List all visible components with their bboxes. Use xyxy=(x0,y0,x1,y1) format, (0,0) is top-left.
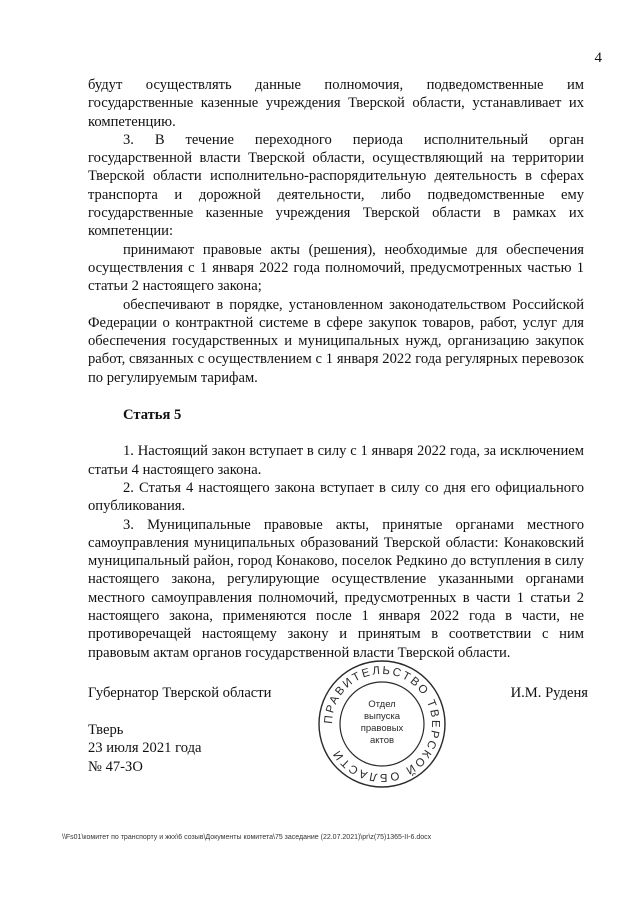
paragraph: 3. В течение переходного периода исполнительный орган государственной власти Тверской области, осуществляющий на территории Тверской области исполнительно-распорядительную деятельность в сферах транспорта и дорожной деятельности, либо подведомственные ему государственные казенные учреждения Тверской области в рамках их компетенции: xyxy=(88,131,584,240)
article-paragraph: 1. Настоящий закон вступает в силу с 1 января 2022 года, за исключением статьи 4 настоящего закона. xyxy=(88,443,584,478)
place: Тверь xyxy=(88,722,124,738)
article-paragraph: 2. Статья 4 настоящего закона вступает в силу со дня его официального опубликования. xyxy=(88,479,584,515)
date: 23 июля 2021 года xyxy=(88,740,202,757)
paragraph: обеспечивают в порядке, установленном законодательством Российской Федерации о контрактной системе в сфере закупок товаров, работ, услуг для обеспечения государственных и муниципальных нужд, организацию закупок работ, связанных с осуществлением с 1 января 2022 года регулярных перевозок по регулируемым тарифам. xyxy=(88,296,584,386)
stamp-center-line: Отдел xyxy=(368,699,396,710)
page-number: 4 xyxy=(594,50,602,66)
signatory-title: Губернатор Тверской области xyxy=(88,685,272,701)
signatory-name: И.М. Руденя xyxy=(510,685,588,701)
paragraph: будут осуществлять данные полномочия, подведомственные им государственные казенные учреждения Тверской области, устанавливает их компетенцию. xyxy=(88,77,584,130)
article-heading: Статья 5 xyxy=(123,407,182,424)
stamp-center-line: правовых xyxy=(360,723,404,734)
stamp-center-line: актов xyxy=(369,735,395,746)
law-number: № 47-ЗО xyxy=(88,758,143,775)
file-path-footer: \\Fs01\комитет по транспорту и жкх\6 созыв\Документы комитета\75 заседание (22.07.2021)\pr\z(75)1365-II-6.docx xyxy=(62,834,432,841)
stamp-center-line: выпуска xyxy=(363,711,401,722)
article-paragraph: 3. Муниципальные правовые акты, принятые органами местного самоуправления муниципальных образований Тверской области: Конаковский муниципальный район, город Конаково, поселок Редкино до вступления в силу настоящего закона, регулирующие осуществление указанными органами местного самоуправления полномочий, предусмотренных в части 1 статьи 2 настоящего закона, применяются после 1 января 2022 года в части, не противоречащей настоящему закону и принятым в соответствии с ним правовым актам органов государственной власти Тверской области. xyxy=(88,516,584,661)
official-stamp-icon xyxy=(316,658,448,790)
document-body xyxy=(88,76,584,662)
paragraph: принимают правовые акты (решения), необходимые для обеспечения осуществления с 1 января 2022 года полномочий, предусмотренных частью 1 статьи 2 настоящего закона; xyxy=(88,241,584,295)
place-date-block xyxy=(88,721,201,776)
stamp-ring-text: ПРАВИТЕЛЬСТВО ТВЕРСКОЙ ОБЛАСТИ xyxy=(322,664,442,784)
